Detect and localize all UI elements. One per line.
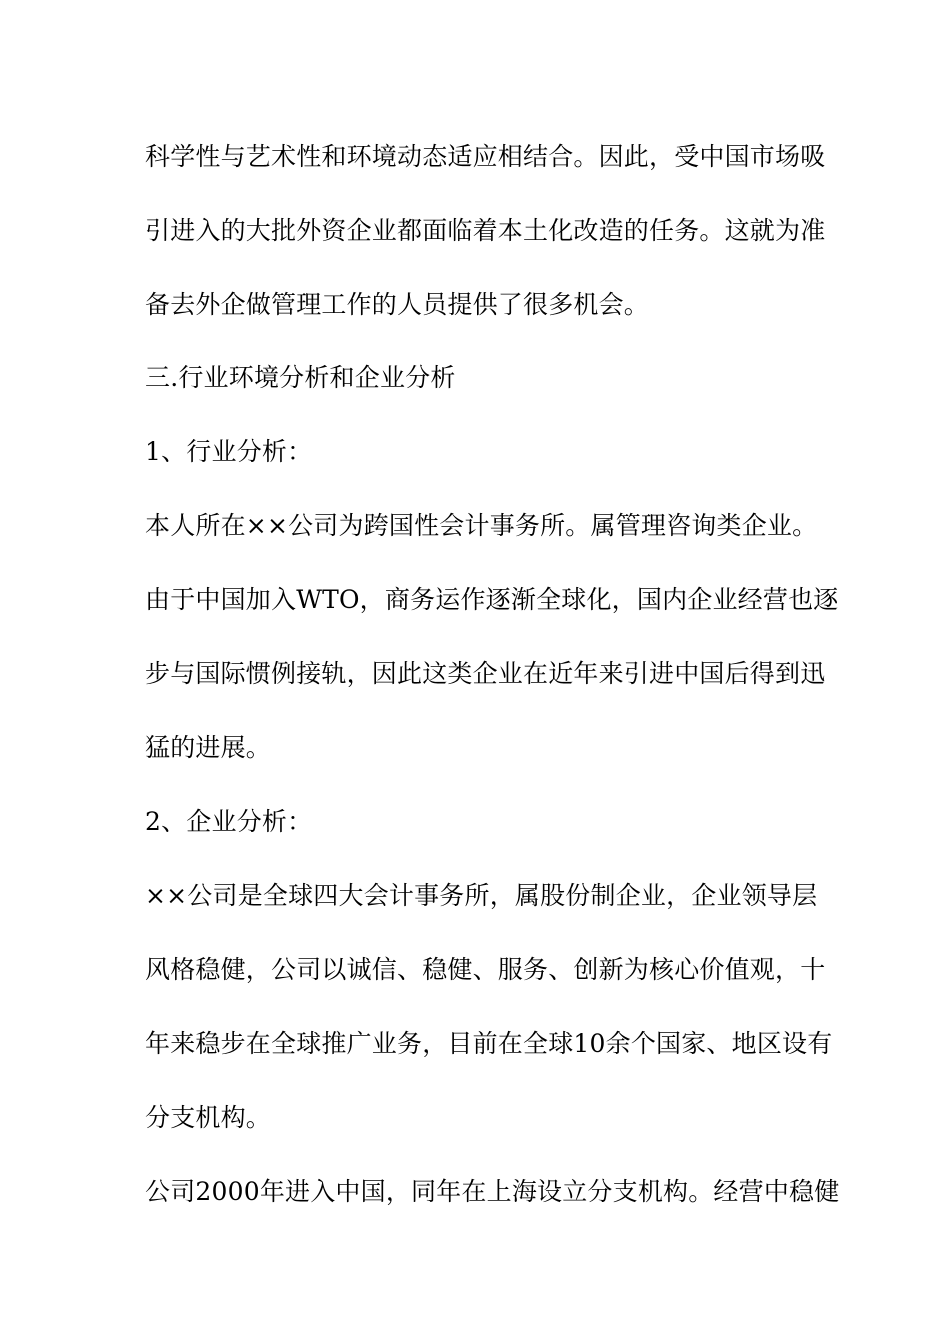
paragraph-line: 公司2000年进入中国，同年在上海设立分支机构。经营中稳健 <box>145 1177 840 1206</box>
paragraph-line: 由于中国加入WTO，商务运作逐渐全球化，国内企业经营也逐 <box>145 585 839 614</box>
paragraph-line: 风格稳健，公司以诚信、稳健、服务、创新为核心价值观，十 <box>145 955 826 984</box>
paragraph-line: 科学性与艺术性和环境动态适应相结合。因此，受中国市场吸 <box>145 142 826 171</box>
paragraph-line: 猛的进展。 <box>145 733 272 762</box>
paragraph-line: 本人所在××公司为跨国性会计事务所。属管理咨询类企业。 <box>145 511 818 540</box>
subsection-heading: 1、行业分析： <box>145 437 313 466</box>
paragraph-line: 年来稳步在全球推广业务，目前在全球10余个国家、地区设有 <box>145 1029 833 1058</box>
paragraph-line: 引进入的大批外资企业都面临着本土化改造的任务。这就为准 <box>145 216 826 245</box>
section-heading: 三.行业环境分析和企业分析 <box>145 363 456 392</box>
subsection-heading: 2、企业分析： <box>145 807 313 836</box>
paragraph-line: 备去外企做管理工作的人员提供了很多机会。 <box>145 290 650 319</box>
paragraph-line: 步与国际惯例接轨，因此这类企业在近年来引进中国后得到迅 <box>145 659 826 688</box>
paragraph-line: ××公司是全球四大会计事务所，属股份制企业，企业领导层 <box>145 881 818 910</box>
paragraph-line: 分支机构。 <box>145 1103 272 1132</box>
